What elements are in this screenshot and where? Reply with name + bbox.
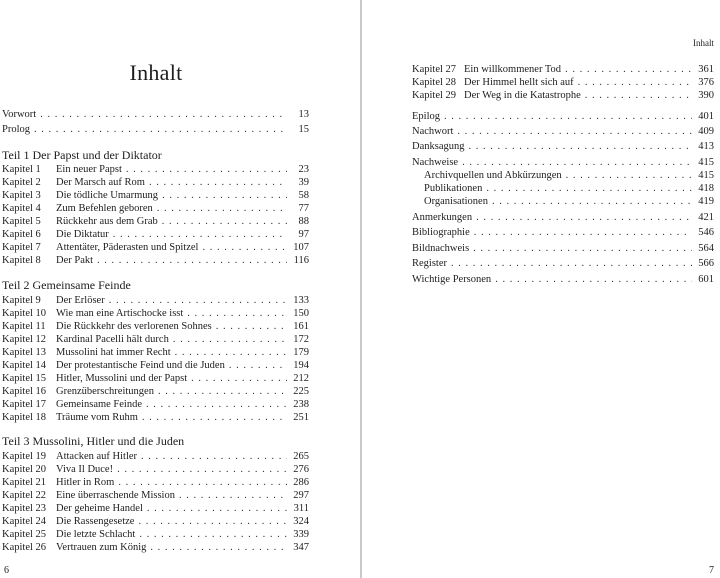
entry-page: 401 [698, 111, 714, 122]
chapter-title: Kardinal Pacelli hält durch [56, 334, 169, 345]
chapter-entry [2, 202, 309, 215]
leader-dots [158, 385, 287, 398]
leader-dots [566, 169, 692, 182]
entry-page: 566 [698, 258, 714, 269]
chapter-page: 194 [293, 360, 309, 371]
chapter-number: Kapitel 28 [412, 77, 457, 88]
toc-entry-bildnachweis [412, 242, 714, 255]
leader-dots [476, 211, 692, 224]
chapter-title: Der Pakt [56, 255, 94, 266]
chapter-entry [2, 228, 309, 241]
leader-dots [469, 140, 693, 153]
chapter-title: Rückkehr aus dem Grab [56, 216, 158, 227]
chapter-title: Gemeinsame Feinde [56, 399, 143, 410]
chapter-title: Ein neuer Papst [56, 164, 122, 175]
chapter-page: 133 [293, 295, 309, 306]
toc-entry-bibliographie [412, 226, 714, 239]
leader-dots [113, 228, 287, 241]
chapter-number: Kapitel 25 [2, 529, 47, 540]
leader-dots [40, 108, 287, 121]
leader-dots [157, 202, 287, 215]
chapter-number: Kapitel 11 [2, 321, 46, 332]
leader-dots [109, 294, 287, 307]
chapter-title: Ein willkommener Tod [464, 64, 562, 75]
leader-dots [473, 242, 692, 255]
chapter-entry [2, 241, 309, 254]
leader-dots [565, 63, 692, 76]
chapter-page: 161 [293, 321, 309, 332]
chapter-entry [2, 398, 309, 411]
chapter-page: 23 [298, 164, 309, 175]
toc-entry-epilog [412, 110, 714, 123]
chapter-page: 311 [293, 503, 309, 514]
chapter-title: Die Rückkehr des verlorenen Sohnes [56, 321, 212, 332]
leader-dots [578, 76, 692, 89]
toc-entry-nachweise [412, 156, 714, 169]
chapter-entry [2, 294, 309, 307]
entry-title: Epilog [412, 111, 440, 122]
chapter-number: Kapitel 8 [2, 255, 41, 266]
entry-title: Archivquellen und Abkürzungen [424, 170, 562, 181]
part-heading-3: Teil 3 Mussolini, Hitler und die Juden [2, 434, 185, 448]
leader-dots [462, 156, 692, 169]
leader-dots [150, 541, 287, 554]
leader-dots [138, 515, 287, 528]
entry-page: 546 [698, 227, 714, 238]
chapter-entry [2, 254, 309, 267]
leader-dots [97, 254, 287, 267]
chapter-entry [2, 372, 309, 385]
chapter-entry [2, 502, 309, 515]
entry-page: 409 [698, 126, 714, 137]
chapter-title: Der Weg in die Katastrophe [464, 90, 581, 101]
chapter-entry [2, 515, 309, 528]
chapter-entry [2, 333, 309, 346]
chapter-page: 116 [293, 255, 309, 266]
chapter-entry [2, 476, 309, 489]
toc-entry-register [412, 257, 714, 270]
leader-dots [141, 450, 287, 463]
leader-dots [126, 163, 287, 176]
chapter-number: Kapitel 9 [2, 295, 41, 306]
chapter-page: 97 [298, 229, 309, 240]
leader-dots [147, 502, 287, 515]
entry-title: Vorwort [2, 109, 37, 120]
chapter-entry [2, 385, 309, 398]
chapter-page: 107 [293, 242, 309, 253]
chapter-page: 58 [298, 190, 309, 201]
chapter-page: 251 [293, 412, 309, 423]
toc-subentry [424, 169, 714, 182]
entry-page: 413 [698, 141, 714, 152]
chapter-entry [412, 63, 714, 76]
chapter-page: 339 [293, 529, 309, 540]
chapter-number: Kapitel 21 [2, 477, 47, 488]
chapter-title: Eine überraschende Mission [56, 490, 175, 501]
chapter-title: Zum Befehlen geboren [56, 203, 153, 214]
leader-dots [162, 189, 287, 202]
chapter-page: 265 [293, 451, 309, 462]
right-page [362, 0, 720, 578]
chapter-title: Attacken auf Hitler [56, 451, 138, 462]
chapter-title: Hitler, Mussolini und der Papst [56, 373, 188, 384]
chapter-page: 276 [293, 464, 309, 475]
chapter-page: 225 [293, 386, 309, 397]
chapter-page: 212 [293, 373, 309, 384]
chapter-entry [2, 346, 309, 359]
chapter-number: Kapitel 29 [412, 90, 457, 101]
toc-entry-danksagung [412, 140, 714, 153]
entry-title: Organisationen [424, 196, 488, 207]
chapter-number: Kapitel 22 [2, 490, 47, 501]
chapter-page: 238 [293, 399, 309, 410]
chapter-title: Der protestantische Feind und die Juden [56, 360, 225, 371]
chapter-number: Kapitel 27 [412, 64, 457, 75]
chapter-entry [2, 463, 309, 476]
leader-dots [191, 372, 287, 385]
leader-dots [202, 241, 287, 254]
leader-dots [187, 307, 287, 320]
entry-page: 564 [698, 243, 714, 254]
chapter-number: Kapitel 5 [2, 216, 41, 227]
leader-dots [34, 123, 287, 136]
chapter-number: Kapitel 12 [2, 334, 47, 345]
chapter-entry [2, 359, 309, 372]
toc-entry-vorwort [2, 108, 309, 121]
entry-title: Nachwort [412, 126, 454, 137]
chapter-number: Kapitel 26 [2, 542, 47, 553]
running-head: Inhalt [693, 38, 714, 48]
chapter-number: Kapitel 15 [2, 373, 47, 384]
leader-dots [118, 476, 287, 489]
entry-page: 13 [298, 109, 309, 120]
page-number-right: 7 [709, 565, 714, 576]
chapter-title: Träume vom Ruhm [56, 412, 138, 423]
leader-dots [162, 215, 287, 228]
chapter-title: Der Erlöser [56, 295, 105, 306]
toc-entry-anmerkungen [412, 211, 714, 224]
entry-title: Danksagung [412, 141, 465, 152]
chapter-page: 297 [293, 490, 309, 501]
chapter-title: Grenzüberschreitungen [56, 386, 154, 397]
chapter-title: Die letzte Schlacht [56, 529, 136, 540]
chapter-page: 376 [698, 77, 714, 88]
chapter-entry [2, 489, 309, 502]
chapter-number: Kapitel 4 [2, 203, 41, 214]
chapter-page: 88 [298, 216, 309, 227]
toc-subentry [424, 182, 714, 195]
chapter-page: 39 [298, 177, 309, 188]
chapter-title: Der Marsch auf Rom [56, 177, 145, 188]
chapter-entry [2, 450, 309, 463]
entry-title: Nachweise [412, 157, 459, 168]
chapter-entry [2, 176, 309, 189]
chapter-entry [2, 189, 309, 202]
chapter-entry [412, 76, 714, 89]
chapter-number: Kapitel 18 [2, 412, 47, 423]
toc-entry-nachwort [412, 125, 714, 138]
leader-dots [179, 489, 287, 502]
chapter-entry [2, 307, 309, 320]
entry-page: 15 [298, 124, 309, 135]
chapter-title: Mussolini hat immer Recht [56, 347, 171, 358]
chapter-number: Kapitel 17 [2, 399, 47, 410]
entry-title: Anmerkungen [412, 212, 473, 223]
chapter-title: Hitler in Rom [56, 477, 115, 488]
toc-subentry [424, 195, 714, 208]
chapter-number: Kapitel 20 [2, 464, 47, 475]
entry-title: Publikationen [424, 183, 483, 194]
chapter-title: Der geheime Handel [56, 503, 143, 514]
page-number-left: 6 [4, 565, 9, 576]
leader-dots [175, 346, 287, 359]
chapter-entry [2, 215, 309, 228]
chapter-number: Kapitel 6 [2, 229, 41, 240]
entry-title: Wichtige Personen [412, 274, 492, 285]
chapter-title: Der Himmel hellt sich auf [464, 77, 574, 88]
chapter-title: Vertrauen zum König [56, 542, 147, 553]
entry-page: 415 [698, 157, 714, 168]
chapter-entry [2, 163, 309, 176]
chapter-page: 77 [298, 203, 309, 214]
chapter-page: 150 [293, 308, 309, 319]
chapter-title: Die Diktatur [56, 229, 109, 240]
entry-title: Prolog [2, 124, 31, 135]
chapter-number: Kapitel 16 [2, 386, 47, 397]
entry-page: 419 [698, 196, 714, 207]
chapter-number: Kapitel 13 [2, 347, 47, 358]
leader-dots [216, 320, 287, 333]
chapter-number: Kapitel 1 [2, 164, 41, 175]
chapter-page: 286 [293, 477, 309, 488]
leader-dots [117, 463, 287, 476]
leader-dots [492, 195, 692, 208]
entry-title: Register [412, 258, 447, 269]
leader-dots [139, 528, 287, 541]
leader-dots [495, 273, 692, 286]
entry-page: 418 [698, 183, 714, 194]
leader-dots [146, 398, 287, 411]
chapter-number: Kapitel 14 [2, 360, 47, 371]
leader-dots [585, 89, 692, 102]
leader-dots [149, 176, 287, 189]
entry-title: Bibliographie [412, 227, 470, 238]
chapter-number: Kapitel 10 [2, 308, 47, 319]
chapter-page: 179 [293, 347, 309, 358]
chapter-number: Kapitel 24 [2, 516, 47, 527]
entry-page: 601 [698, 274, 714, 285]
leader-dots [142, 411, 287, 424]
chapter-number: Kapitel 19 [2, 451, 47, 462]
chapter-page: 172 [293, 334, 309, 345]
leader-dots [486, 182, 692, 195]
entry-page: 421 [698, 212, 714, 223]
leader-dots [173, 333, 287, 346]
chapter-title: Viva Il Duce! [56, 464, 114, 475]
toc-entry-wichtige-personen [412, 273, 714, 286]
leader-dots [451, 257, 692, 270]
chapter-page: 361 [698, 64, 714, 75]
leader-dots [474, 226, 692, 239]
toc-title: Inhalt [129, 60, 183, 85]
part-heading-2: Teil 2 Gemeinsame Feinde [2, 278, 131, 292]
chapter-entry [2, 541, 309, 554]
chapter-title: Die Rassengesetze [56, 516, 135, 527]
leader-dots [444, 110, 692, 123]
chapter-number: Kapitel 3 [2, 190, 41, 201]
chapter-title: Attentäter, Päderasten und Spitzel [56, 242, 199, 253]
chapter-title: Die tödliche Umarmung [56, 190, 159, 201]
chapter-entry [2, 320, 309, 333]
chapter-page: 390 [698, 90, 714, 101]
entry-page: 415 [698, 170, 714, 181]
chapter-entry [2, 411, 309, 424]
chapter-page: 347 [293, 542, 309, 553]
leader-dots [457, 125, 692, 138]
chapter-number: Kapitel 23 [2, 503, 47, 514]
chapter-title: Wie man eine Artischocke isst [56, 308, 184, 319]
chapter-entry [2, 528, 309, 541]
chapter-number: Kapitel 2 [2, 177, 41, 188]
chapter-entry [412, 89, 714, 102]
entry-title: Bildnachweis [412, 243, 470, 254]
part-heading-1: Teil 1 Der Papst und der Diktator [2, 148, 162, 162]
toc-entry-prolog [2, 123, 309, 136]
leader-dots [229, 359, 287, 372]
chapter-number: Kapitel 7 [2, 242, 41, 253]
chapter-page: 324 [293, 516, 309, 527]
